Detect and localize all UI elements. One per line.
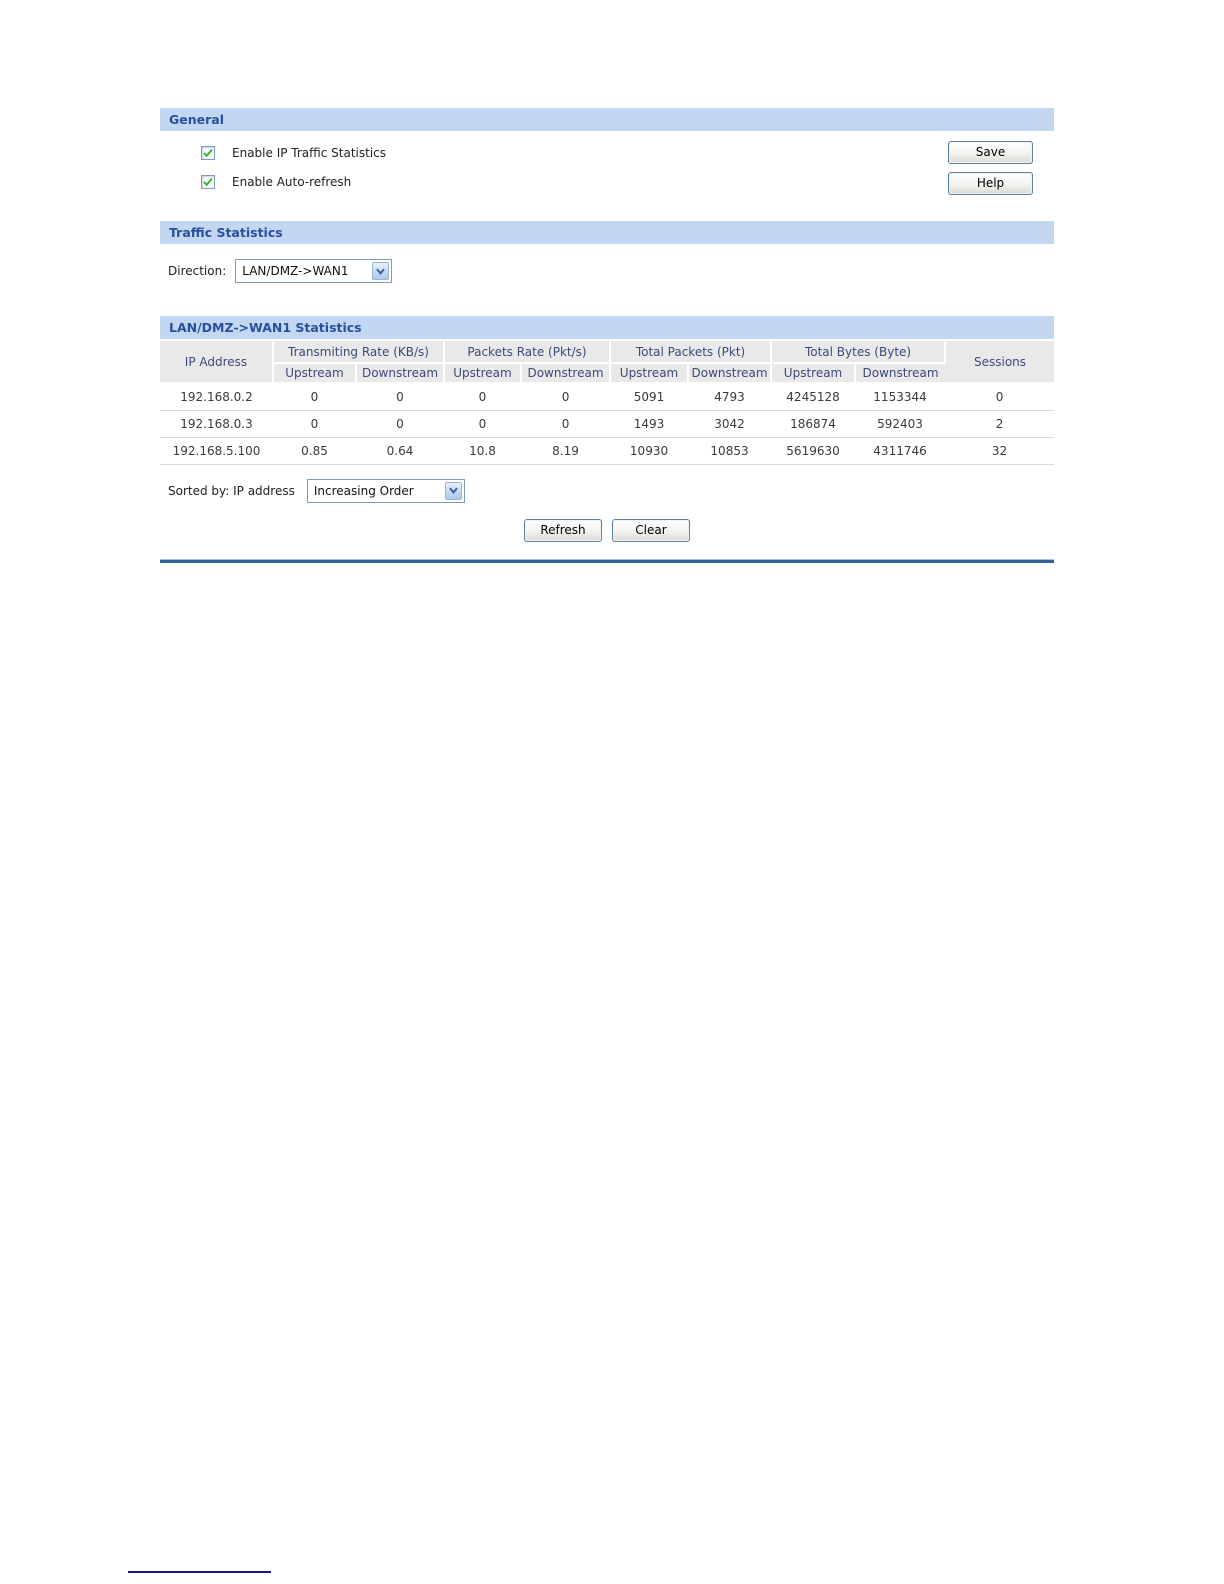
enable-ip-traffic-statistics-row: [201, 146, 386, 160]
sorted-by-label: Sorted by: IP address: [168, 483, 295, 498]
cell-sessions: 32: [945, 437, 1054, 464]
enable-ip-traffic-statistics-checkbox[interactable]: [201, 146, 215, 160]
cell-value: 4245128: [771, 383, 855, 410]
subcol-header-upstream: Upstream: [771, 363, 855, 383]
enable-auto-refresh-row: [201, 175, 351, 189]
cell-value: 0: [444, 383, 521, 410]
direction-select[interactable]: [235, 259, 392, 283]
cell-value: 0: [273, 410, 356, 437]
cell-value: 592403: [855, 410, 945, 437]
sort-order-select-value: Increasing Order: [313, 483, 414, 498]
checkmark-icon: [202, 176, 214, 188]
cell-value: 0.64: [356, 437, 444, 464]
enable-auto-refresh-checkbox[interactable]: [201, 175, 215, 189]
cell-value: 0: [356, 410, 444, 437]
col-header-total-bytes: Total Bytes (Byte): [771, 341, 945, 363]
table-row: [160, 410, 1054, 437]
subcol-header-downstream: Downstream: [688, 363, 771, 383]
cell-ip-address: 192.168.0.3: [160, 410, 273, 437]
cell-ip-address: 192.168.5.100: [160, 437, 273, 464]
subcol-header-upstream: Upstream: [444, 363, 521, 383]
cell-value: 0: [356, 383, 444, 410]
cell-value: 0.85: [273, 437, 356, 464]
action-buttons-row: [160, 519, 1054, 542]
traffic-statistics-section-title: Traffic Statistics: [169, 225, 283, 240]
general-section-header: [160, 108, 1054, 131]
dropdown-arrow-icon: [372, 262, 389, 280]
cell-ip-address: 192.168.0.2: [160, 383, 273, 410]
refresh-button[interactable]: Refresh: [524, 519, 602, 542]
traffic-statistics-section-header: [160, 221, 1054, 244]
cell-sessions: 2: [945, 410, 1054, 437]
subcol-header-upstream: Upstream: [273, 363, 356, 383]
table-row: [160, 383, 1054, 410]
traffic-statistics-table: [160, 341, 1054, 465]
lan-dmz-wan1-statistics-section-title: LAN/DMZ->WAN1 Statistics: [169, 320, 362, 335]
save-button[interactable]: Save: [948, 141, 1033, 164]
traffic-statistics-body: [160, 244, 1054, 316]
cell-value: 0: [521, 383, 610, 410]
col-header-sessions: Sessions: [945, 341, 1054, 383]
table-header-group-row: [160, 341, 1054, 363]
cell-value: 4311746: [855, 437, 945, 464]
cell-value: 5619630: [771, 437, 855, 464]
clear-button[interactable]: Clear: [612, 519, 690, 542]
col-header-ip-address: IP Address: [160, 341, 273, 383]
general-section-body: [160, 131, 1054, 221]
dropdown-arrow-icon: [445, 482, 462, 500]
subcol-header-downstream: Downstream: [356, 363, 444, 383]
cell-value: 8.19: [521, 437, 610, 464]
subcol-header-downstream: Downstream: [855, 363, 945, 383]
cell-value: 0: [444, 410, 521, 437]
direction-select-value: LAN/DMZ->WAN1: [242, 264, 349, 278]
cell-value: 10930: [610, 437, 688, 464]
direction-row: [168, 259, 392, 283]
col-header-packets-rate: Packets Rate (Pkt/s): [444, 341, 610, 363]
direction-label: Direction:: [168, 264, 227, 278]
lan-dmz-wan1-statistics-section-header: [160, 316, 1054, 339]
table-row: [160, 437, 1054, 464]
help-button[interactable]: Help: [948, 172, 1033, 195]
side-buttons: [948, 141, 1033, 195]
cell-value: 10853: [688, 437, 771, 464]
enable-auto-refresh-label: Enable Auto-refresh: [232, 175, 352, 189]
col-header-transmiting-rate: Transmiting Rate (KB/s): [273, 341, 444, 363]
sorted-by-row: [160, 478, 1054, 504]
checkmark-icon: [202, 147, 214, 159]
cell-value: 10.8: [444, 437, 521, 464]
general-section-title: General: [169, 112, 224, 127]
cell-value: 186874: [771, 410, 855, 437]
cell-value: 4793: [688, 383, 771, 410]
footer-rule: [128, 1571, 271, 1573]
cell-value: 0: [521, 410, 610, 437]
section-bottom-divider: [160, 559, 1054, 563]
sort-order-select[interactable]: [307, 479, 465, 503]
table-header-sub-row: [160, 363, 1054, 383]
cell-value: 1153344: [855, 383, 945, 410]
subcol-header-downstream: Downstream: [521, 363, 610, 383]
subcol-header-upstream: Upstream: [610, 363, 688, 383]
cell-value: 1493: [610, 410, 688, 437]
cell-sessions: 0: [945, 383, 1054, 410]
col-header-total-packets: Total Packets (Pkt): [610, 341, 771, 363]
cell-value: 5091: [610, 383, 688, 410]
cell-value: 0: [273, 383, 356, 410]
main-content: [160, 108, 1054, 563]
enable-ip-traffic-statistics-label: Enable IP Traffic Statistics: [232, 146, 387, 160]
cell-value: 3042: [688, 410, 771, 437]
